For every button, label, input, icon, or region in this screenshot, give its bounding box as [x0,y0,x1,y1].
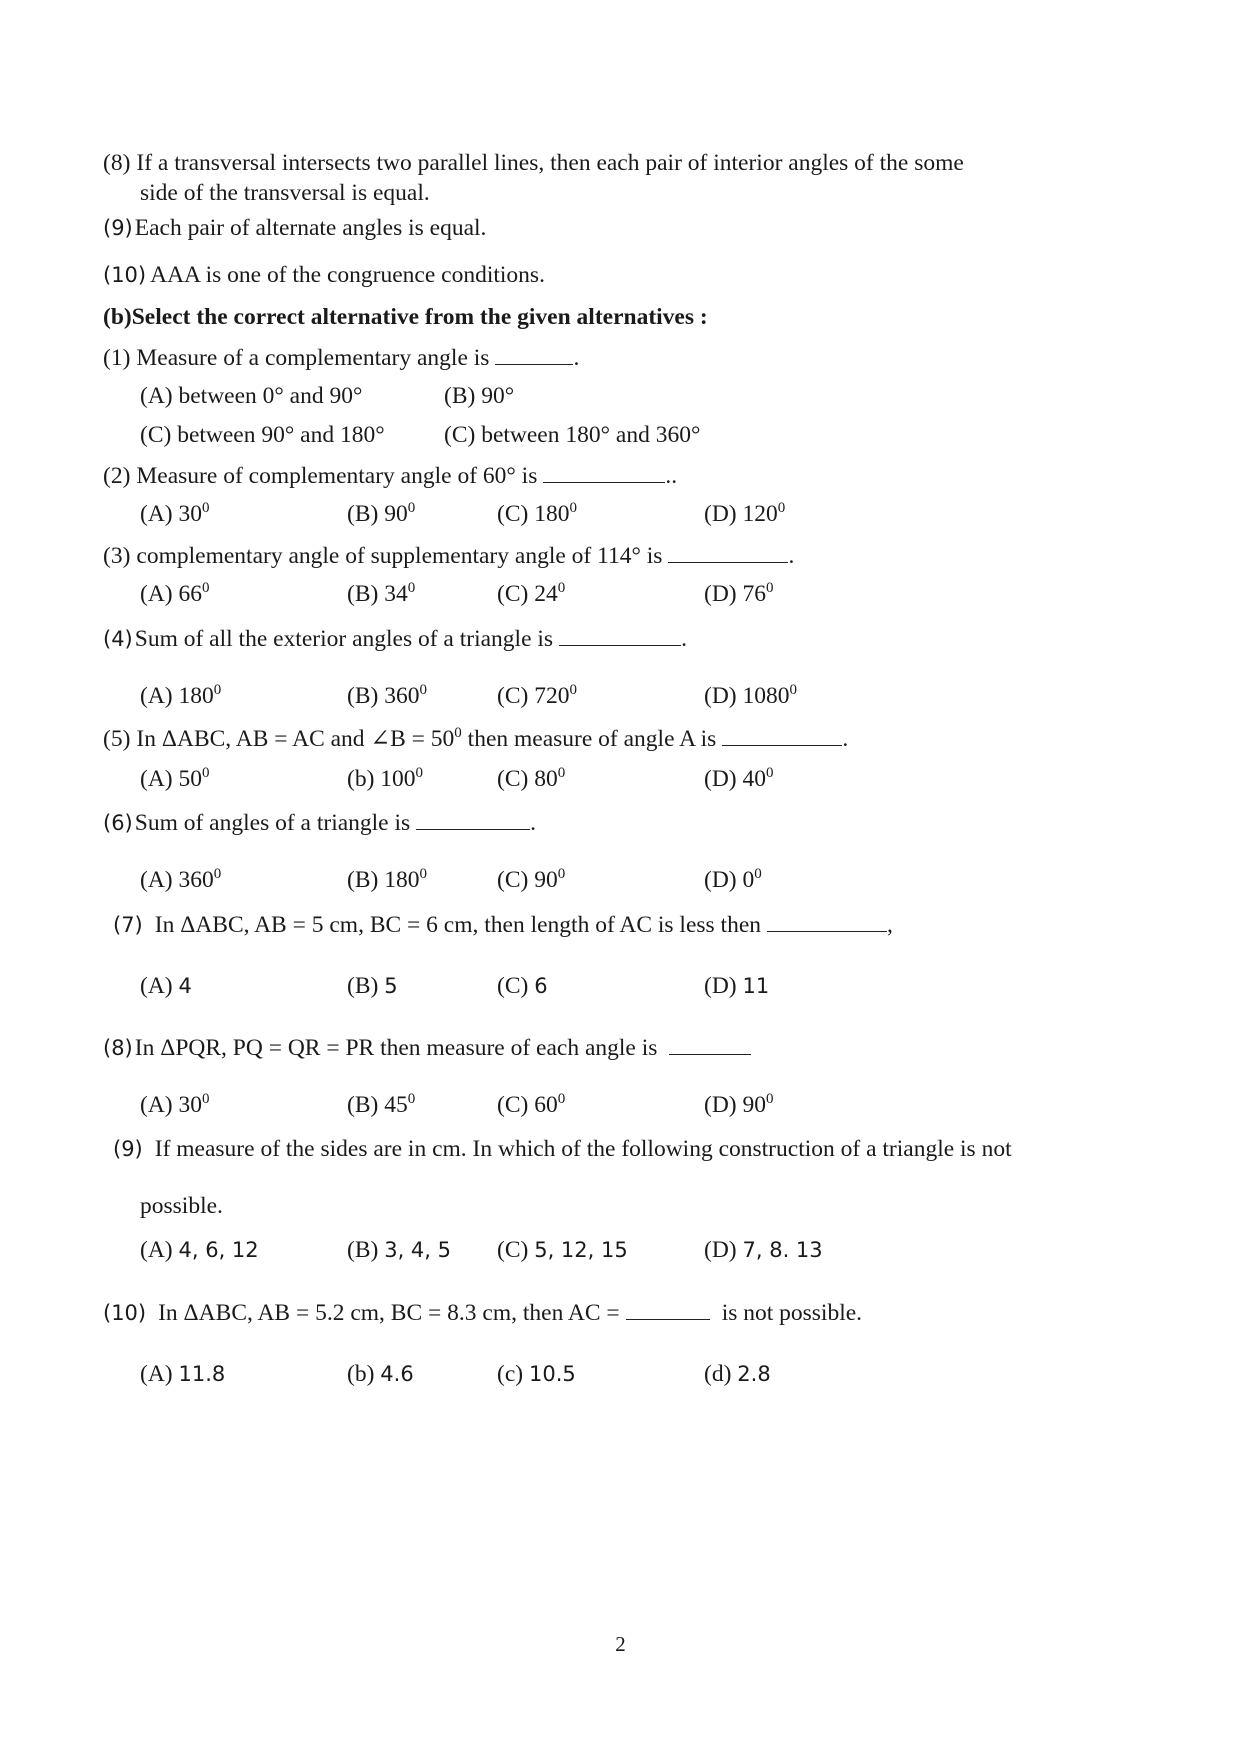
question-text: If measure of the sides are in cm. In which of the following construction of a triangle is not [154,1136,1012,1162]
question-9 [113,1134,1012,1164]
question-number: (2) [103,463,131,489]
question-2 [103,460,677,491]
option-d: (d) 2.8 [704,1361,771,1387]
option-d: (D) $90^0$ [704,1091,774,1118]
question-number: (7) [113,913,143,937]
statement-8 [103,148,964,178]
section-heading [103,302,708,332]
option-b: (B) $34^0$ [347,580,416,607]
question-end: .. [665,463,678,489]
statement-text: Each pair of alternate angles is equal. [134,215,487,241]
question-5 [103,723,848,754]
question-end: . [788,543,795,569]
section-number: (b) [103,304,132,330]
option-a: (A) $30^0$ [140,1091,210,1118]
answer-blank [767,909,887,932]
option-c: (C) 5, 12, 15 [497,1237,628,1263]
option-d: (D) $76^0$ [704,580,774,607]
answer-blank [668,540,788,563]
question-text: In ΔABC, AB = 5 cm, BC = 6 cm, then length of AC is less then [154,912,762,938]
section-title: Select the correct alternative from the given alternatives : [131,304,708,330]
question-end: . [573,345,580,371]
answer-blank [416,807,530,830]
option-d: (D) $40^0$ [704,765,774,792]
statement-number: (8) [103,150,131,176]
option-b: (b) $100^0$ [347,765,424,792]
answer-blank [543,460,665,483]
option-c: (C) $24^0$ [497,580,566,607]
option-c: (C) $80^0$ [497,765,566,792]
option-c: (C) 6 [497,973,548,999]
option-b: (b) 4.6 [347,1361,414,1387]
question-10 [103,1297,862,1328]
option-a: (A) between 0° and 90° [140,383,363,409]
statement-text: If a transversal intersects two parallel lines, then each pair of interior angles of the some [136,150,964,176]
answer-blank [669,1032,751,1055]
option-a: (A) $30^0$ [140,500,210,527]
question-text: complementary angle of supplementary angle of 114° is [136,543,663,569]
option-b: (B) 3, 4, 5 [347,1237,451,1263]
question-number: (4) [103,627,133,651]
page-number: 2 [615,1632,626,1656]
question-text: Sum of angles of a triangle is [134,810,411,836]
option-c: (C) $180^0$ [497,500,577,527]
option-a: (A) $360^0$ [140,866,222,893]
question-number: (1) [103,345,131,371]
answer-blank [722,723,842,746]
question-4 [103,623,687,654]
question-9-continued: possible. [140,1193,223,1219]
statement-10 [103,260,545,290]
option-d: (D) 1080$^0$ [704,682,797,709]
option-a: (A) $180^0$ [140,682,222,709]
option-a: (A) 4 [140,973,192,999]
question-6 [103,807,536,838]
superscript: 0 [454,725,462,741]
option-b: (B) 90° [444,383,515,409]
option-b: (B) 5 [347,973,398,999]
question-8 [103,1032,751,1063]
question-number: (6) [103,811,133,835]
statement-number: (10) [103,263,147,287]
statement-9 [103,213,486,243]
statement-text: AAA is one of the congruence conditions. [150,262,545,288]
question-number: (9) [113,1137,143,1161]
option-d: (D) $120^0$ [704,500,786,527]
statement-8-continued: side of the transversal is equal. [140,180,430,206]
answer-blank [559,623,681,646]
option-a: (A) $50^0$ [140,765,210,792]
question-end: . [842,726,849,752]
question-text-cont: is not possible. [721,1300,863,1326]
option-d: (D) 11 [704,973,770,999]
option-b: (B) $90^0$ [347,500,416,527]
question-number: (3) [103,543,131,569]
option-c: (C) $90^0$ [497,866,566,893]
answer-blank [495,342,573,365]
option-a: (A) 4, 6, 12 [140,1237,259,1263]
question-text: Sum of all the exterior angles of a triangle is [134,626,554,652]
question-text: In ΔABC, AB = AC and ∠B = 50 [136,726,455,752]
question-end: . [681,626,687,652]
option-b: (B) $360^0$ [347,682,427,709]
statement-number: (9) [103,216,133,240]
question-number: (10) [103,1301,147,1325]
option-c: (c) 10.5 [497,1361,576,1387]
option-c: (C) $720^0$ [497,682,577,709]
question-7 [113,909,893,940]
question-3 [103,540,794,571]
question-end: . [530,810,537,836]
option-d: (D) 7, 8. 13 [704,1237,823,1263]
question-text-cont: then measure of angle A is [461,726,717,752]
question-text: In ΔPQR, PQ = QR = PR then measure of each angle is [134,1035,658,1061]
option-b: (B) $45^0$ [347,1091,416,1118]
option-d: (C) between 180° and 360° [444,422,701,448]
option-b: (B) $180^0$ [347,866,427,893]
question-1 [103,342,579,373]
question-text: In ΔABC, AB = 5.2 cm, BC = 8.3 cm, then AC = [158,1300,620,1326]
question-number: (8) [103,1036,133,1060]
question-text: Measure of complementary angle of 60° is [136,463,538,489]
question-number: (5) [103,726,131,752]
question-text: Measure of a complementary angle is [136,345,490,371]
option-a: (A) $66^0$ [140,580,210,607]
option-c: (C) $60^0$ [497,1091,566,1118]
option-c: (C) between 90° and 180° [140,422,385,448]
option-d: (D) $0^0$ [704,866,762,893]
option-a: (A) 11.8 [140,1361,226,1387]
answer-blank [626,1297,710,1320]
question-end: , [887,912,893,938]
